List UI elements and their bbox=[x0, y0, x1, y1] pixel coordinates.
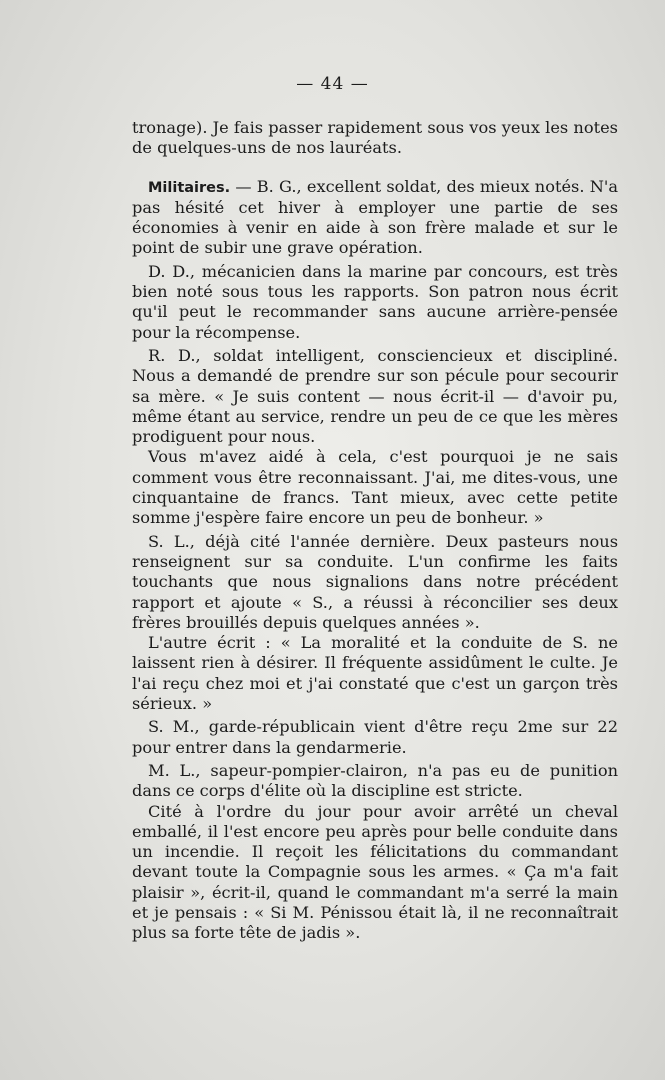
page-number: — 44 — bbox=[296, 74, 369, 94]
paragraph-militaires-text: — B. G., excellent soldat, des mieux notés. N'a pas hésité cet hiver à employer une partie de ses économies à venir en aide à son frère malade et sur le point de subir une grave opération. bbox=[132, 176, 618, 258]
paragraph-ml: M. L., sapeur-pompier-clairon, n'a pas eu de punition dans ce corps d'élite où la discipline est stricte. bbox=[132, 760, 618, 801]
paragraph-sl: S. L., déjà cité l'année dernière. Deux pasteurs nous renseignent sur sa conduite. L'un confirme les faits touchants que nous signalions dans notre précédent rapport et ajoute « S., a réussi à réconcilier ses deux frères brouillés depuis quelques années ». bbox=[132, 531, 618, 632]
body-text bbox=[132, 118, 618, 944]
paragraph-ml-cite: Cité à l'ordre du jour pour avoir arrêté un cheval emballé, il l'est encore peu après pour belle conduite dans un incendie. Il reçoit les félicitations du commandant devant toute la Compagnie sous les armes. « Ça m'a fait plaisir », écrit-il, quand le commandant m'a serré la main et je pensais : « Si M. Pénissou était là, il ne reconnaîtrait plus sa forte tête de jadis ». bbox=[132, 801, 618, 943]
paragraph-sm: S. M., garde-républicain vient d'être reçu 2me sur 22 pour entrer dans la gendarmerie. bbox=[132, 717, 618, 757]
section-label-militaires: Militaires. bbox=[148, 179, 231, 196]
paragraph-militaires bbox=[132, 177, 618, 259]
paragraph-rd-quote: Vous m'avez aidé à cela, c'est pourquoi je ne sais comment vous être reconnaissant. J'ai, me dites-vous, une cinquantaine de francs. Tant mieux, avec cette petite somme j'espère faire encore un peu de bonheur. » bbox=[132, 447, 618, 528]
paragraph-dd: D. D., mécanicien dans la marine par concours, est très bien noté sous tous les rapports. Son patron nous écrit qu'il peut le recommander sans aucune arrière-pensée pour la récompense. bbox=[132, 261, 618, 342]
paragraph-intro: tronage). Je fais passer rapidement sous vos yeux les notes de quelques-uns de nos lauréats. bbox=[132, 118, 618, 158]
paragraph-sl-other: L'autre écrit : « La moralité et la conduite de S. ne laissent rien à désirer. Il fréquente assidûment le culte. Je l'ai reçu chez moi et j'ai constaté que c'est un garçon très sérieux. » bbox=[132, 633, 618, 714]
paragraph-rd: R. D., soldat intelligent, consciencieux et discipliné. Nous a demandé de prendre sur son pécule pour secourir sa mère. « Je suis content — nous écrit-il — d'avoir pu, même étant au service, rendre un peu de ce que les mères prodiguent pour nous. bbox=[132, 345, 618, 447]
